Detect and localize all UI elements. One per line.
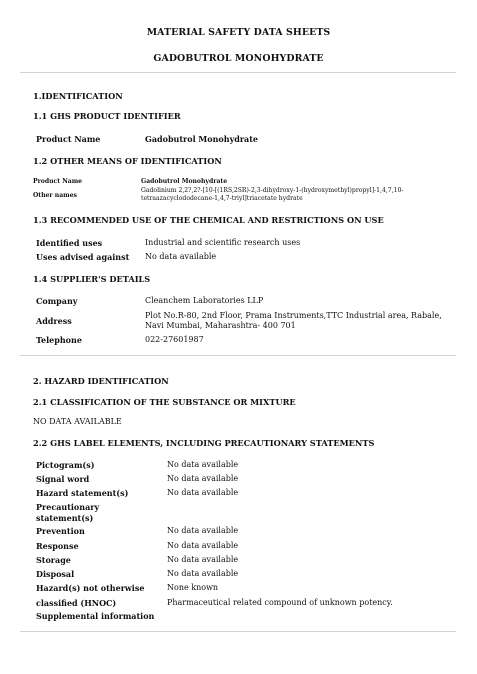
- bottom-divider: [20, 631, 456, 632]
- pictogram-value: No data available: [167, 460, 239, 469]
- storage-value: No data available: [167, 555, 239, 564]
- hnoc-value: None known: [167, 583, 219, 592]
- signal-word-value: No data available: [167, 474, 239, 483]
- response-label: Response: [36, 541, 79, 551]
- hnoc-label-continued: classified (HNOC): [36, 598, 117, 608]
- document-title: MATERIAL SAFETY DATA SHEETS: [146, 27, 331, 38]
- section-2-heading: 2. HAZARD IDENTIFICATION: [33, 376, 169, 386]
- telephone-value: 022-27601987: [145, 335, 204, 344]
- product-name-label: Product Name: [36, 134, 101, 144]
- address-value: Plot No.R-80, 2nd Floor, Prama Instruments,TTC Industrial area, Rabale, Navi Mumbai, Maharashtra- 400 701: [145, 311, 442, 330]
- section-divider: [20, 355, 456, 356]
- telephone-label: Telephone: [36, 335, 82, 345]
- signal-word-label: Signal word: [36, 474, 90, 484]
- section-2-1-heading: 2.1 CLASSIFICATION OF THE SUBSTANCE OR MIXTURE: [33, 397, 296, 407]
- hnoc-value-continued: Pharmaceutical related compound of unknown potency.: [167, 598, 393, 607]
- product-name-value: Gadobutrol Monohydrate: [145, 134, 259, 144]
- response-value: No data available: [167, 541, 239, 550]
- header-divider: [20, 72, 456, 73]
- other-id-product-name-value: Gadobutrol Monohydrate: [141, 178, 228, 185]
- other-id-product-name-label: Product Name: [33, 178, 83, 185]
- hnoc-label: Hazard(s) not otherwise: [36, 583, 145, 593]
- document-subtitle: GADOBUTROL MONOHYDRATE: [153, 53, 324, 64]
- precautionary-statement-label: Precautionary statement(s): [36, 502, 100, 523]
- section-1-1-heading: 1.1 GHS PRODUCT IDENTIFIER: [33, 111, 181, 121]
- classification-value: NO DATA AVAILABLE: [33, 417, 122, 426]
- uses-advised-value: No data available: [145, 252, 217, 261]
- company-label: Company: [36, 296, 78, 306]
- storage-label: Storage: [36, 555, 71, 565]
- identified-uses-value: Industrial and scientific research uses: [145, 238, 301, 247]
- address-label: Address: [36, 316, 72, 326]
- disposal-label: Disposal: [36, 569, 75, 579]
- pictogram-label: Pictogram(s): [36, 460, 95, 470]
- hazard-statement-label: Hazard statement(s): [36, 488, 129, 498]
- identified-uses-label: Identified uses: [36, 238, 103, 248]
- section-1-3-heading: 1.3 RECOMMENDED USE OF THE CHEMICAL AND RESTRICTIONS ON USE: [33, 215, 384, 225]
- section-1-2-heading: 1.2 OTHER MEANS OF IDENTIFICATION: [33, 156, 222, 166]
- uses-advised-label: Uses advised against: [36, 252, 130, 262]
- prevention-value: No data available: [167, 526, 239, 535]
- company-value: Cleanchem Laboratories LLP: [145, 296, 264, 305]
- supplemental-information-label: Supplemental information: [36, 611, 155, 621]
- prevention-label: Prevention: [36, 526, 85, 536]
- hazard-statement-value: No data available: [167, 488, 239, 497]
- other-names-value: Gadolinium 2,2?,2?-[10-[(1RS,2SR)-2,3-dihydroxy-1-(hydroxymethyl)propyl]-1,4,7,10-tetraazacyclododecane-1,4,7-triyl]triacetate hydrate: [141, 187, 404, 202]
- section-1-heading: 1.IDENTIFICATION: [33, 91, 123, 101]
- section-2-2-heading: 2.2 GHS LABEL ELEMENTS, INCLUDING PRECAUTIONARY STATEMENTS: [33, 438, 375, 448]
- disposal-value: No data available: [167, 569, 239, 578]
- other-names-label: Other names: [33, 192, 77, 199]
- section-1-4-heading: 1.4 SUPPLIER'S DETAILS: [33, 274, 151, 284]
